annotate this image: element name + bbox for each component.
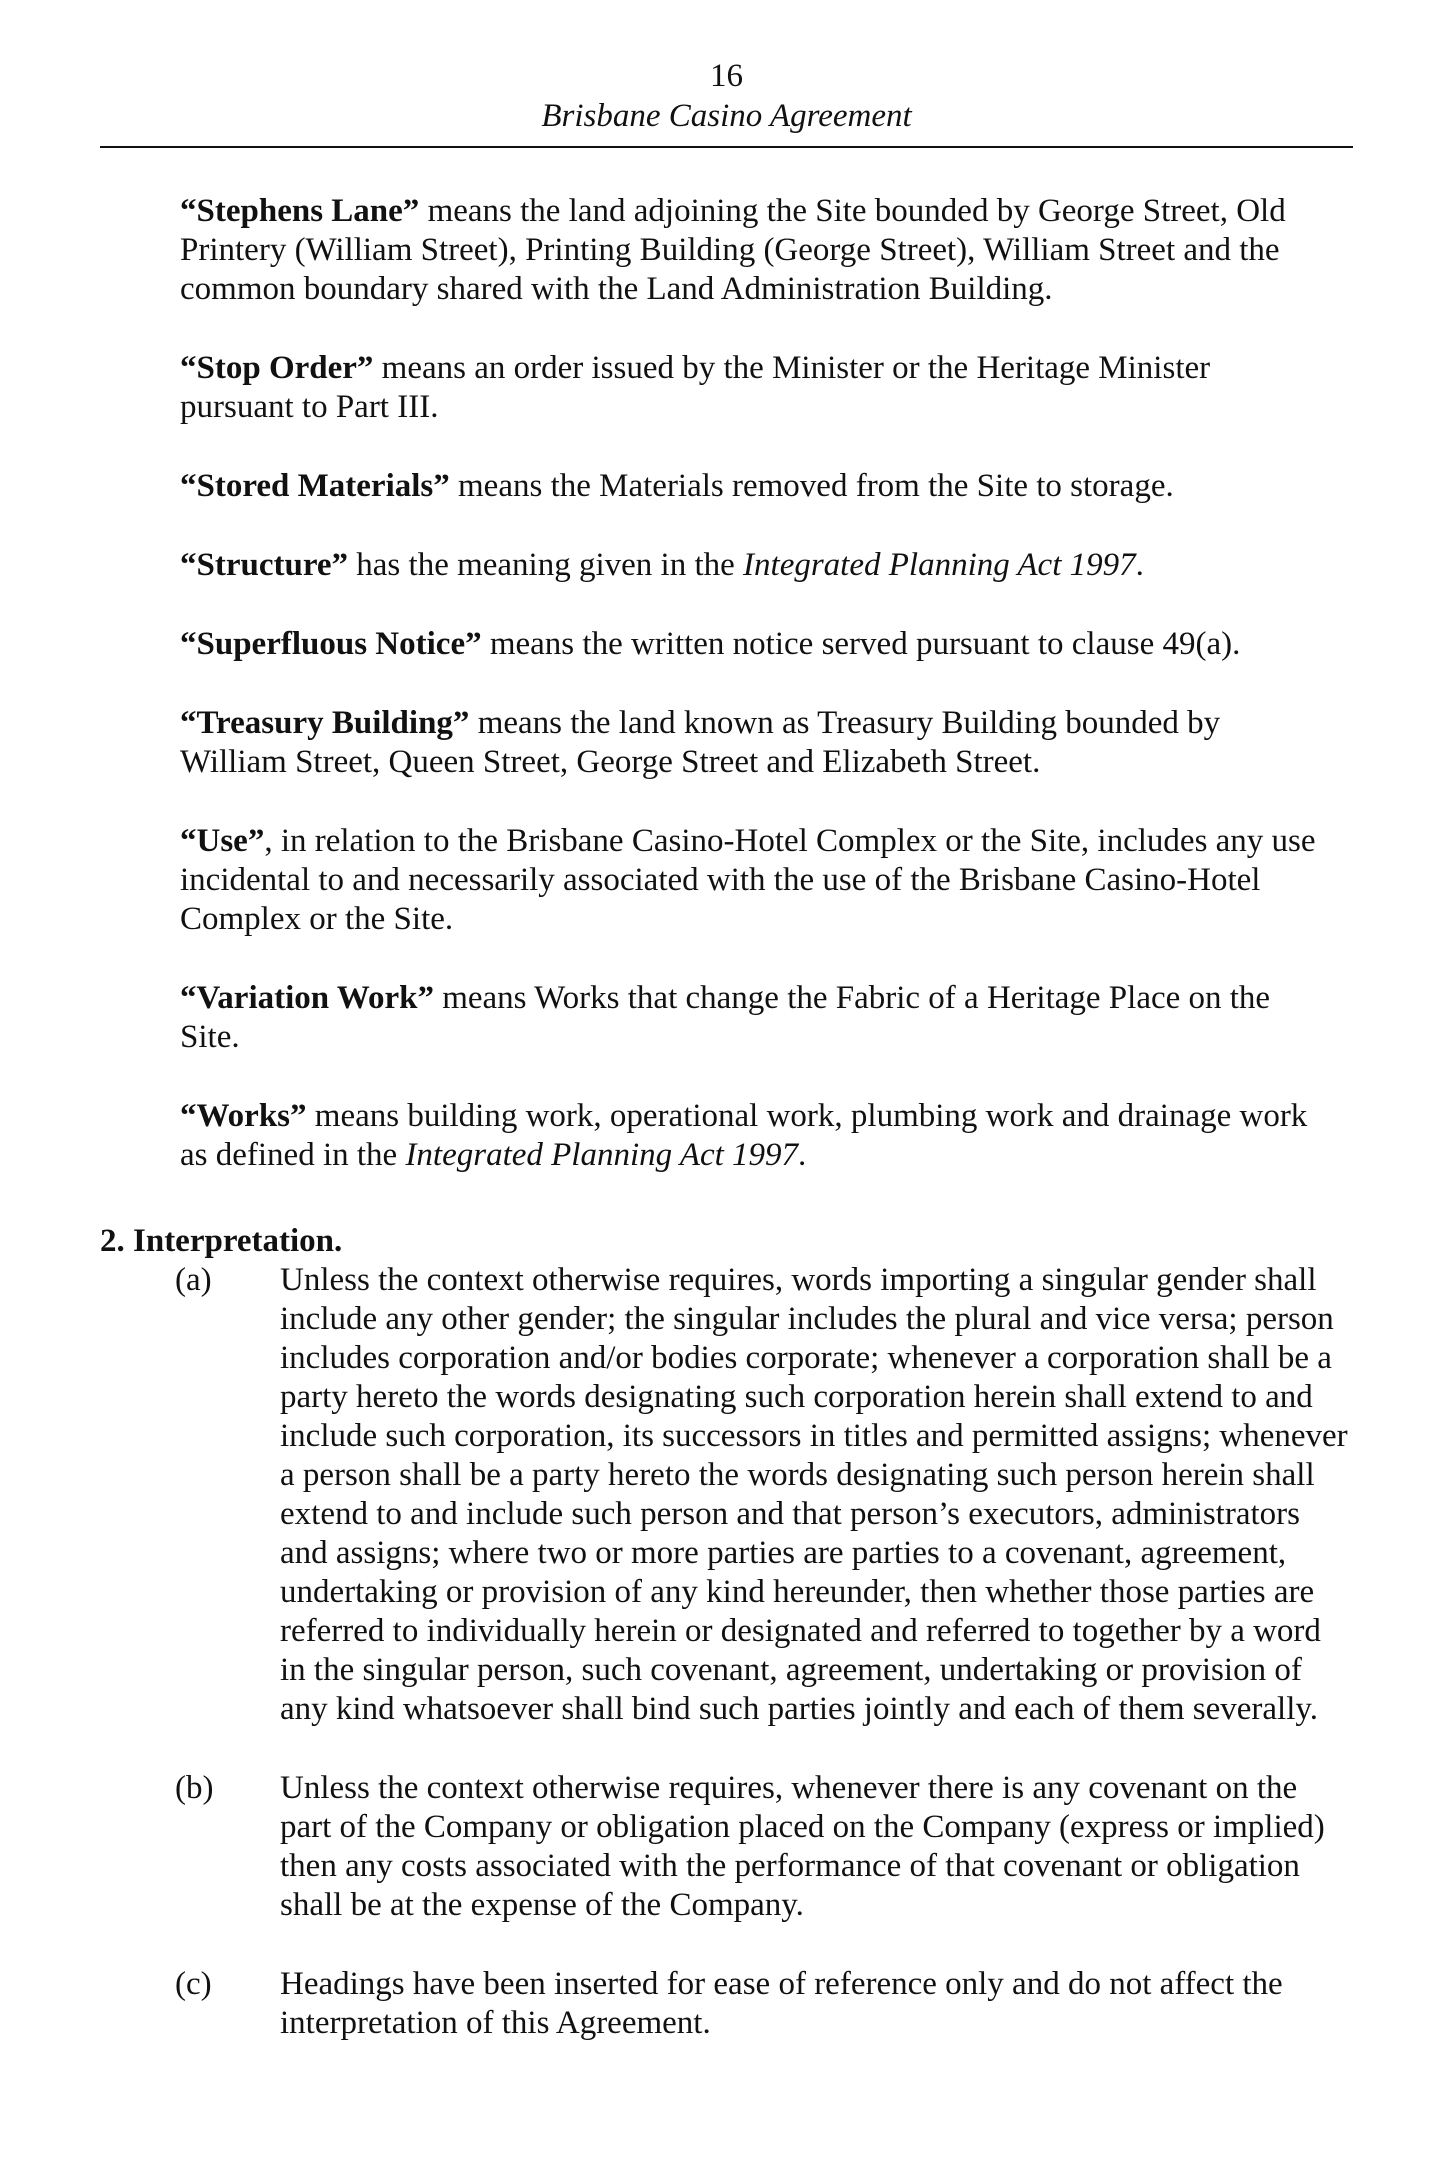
- clause-c: [100, 1965, 1350, 2043]
- clause-text: Unless the context otherwise requires, whenever there is any covenant on the part of the Company or obligation placed on the Company (express or implied) then any costs associated with the performance of that covenant or obligation shall be at the expense of the Company.: [280, 1770, 1325, 1923]
- definition-text: means building work, operational work, plumbing work and drainage work as defined in the: [180, 1098, 1308, 1173]
- definition-term: “Works”: [180, 1098, 307, 1134]
- definition-variation-work: [180, 979, 1330, 1057]
- running-title: Brisbane Casino Agreement: [541, 98, 912, 134]
- definition-text: means the land adjoining the Site bounded by George Street, Old Printery (William Street), Printing Building (George Street), William Street and the common boundary shared with the Land Administration Building.: [180, 193, 1286, 307]
- clause-label: (a): [175, 1262, 212, 1298]
- definitions-list: [180, 192, 1330, 1175]
- act-citation: Integrated Planning Act 1997: [743, 547, 1136, 583]
- definition-term: “Stephens Lane”: [180, 193, 420, 229]
- definition-term: “Stop Order”: [180, 350, 374, 386]
- definition-term: “Treasury Building”: [180, 705, 470, 741]
- definition-stored-materials: [180, 467, 1330, 506]
- interpretation-section: [100, 1222, 1350, 2043]
- clause-label: (b): [175, 1770, 214, 1806]
- definition-text: means the written notice served pursuant to clause 49(a).: [481, 626, 1241, 662]
- definition-text: means the land known as Treasury Building bounded by William Street, Queen Street, George Street and Elizabeth Street.: [180, 705, 1221, 780]
- definition-works: [180, 1097, 1330, 1175]
- definition-text: , in relation to the Brisbane Casino-Hotel Complex or the Site, includes any use incidental to and necessarily associated with the use of the Brisbane Casino-Hotel Complex or the Site.: [180, 823, 1316, 937]
- definition-text-end: .: [1135, 547, 1144, 583]
- definition-text: means Works that change the Fabric of a Heritage Place on the Site.: [180, 980, 1271, 1055]
- definition-term: “Variation Work”: [180, 980, 434, 1016]
- clause-label: (c): [175, 1966, 212, 2002]
- definition-treasury-building: [180, 704, 1330, 782]
- definition-superfluous-notice: [180, 625, 1330, 664]
- definition-term: “Structure”: [180, 547, 349, 583]
- definition-stop-order: [180, 349, 1330, 427]
- clause-text: Unless the context otherwise requires, words importing a singular gender shall include any other gender; the singular includes the plural and vice versa; person includes corporation and/or bodies corporate; whenever a corporation shall be a party hereto the words designating such corporation herein shall extend to and include such corporation, its successors in titles and permitted assigns; whenever a person shall be a party hereto the words designating such person herein shall extend to and include such person and that person’s executors, administrators and assigns; where two or more parties are parties to a covenant, agreement, undertaking or provision of any kind hereunder, then whether those parties are referred to individually herein or designated and referred to together by a word in the singular person, such covenant, agreement, undertaking or provision of any kind whatsoever shall bind such parties jointly and each of them severally.: [280, 1262, 1348, 1727]
- section-heading: 2. Interpretation.: [100, 1223, 343, 1259]
- definition-term: “Use”: [180, 823, 265, 859]
- definition-structure: [180, 546, 1330, 585]
- definition-text-end: .: [798, 1137, 807, 1173]
- page-header: [100, 56, 1353, 136]
- definition-text: means the Materials removed from the Site to storage.: [449, 468, 1174, 504]
- definition-text: has the meaning given in the: [348, 547, 744, 583]
- header-rule: [100, 146, 1353, 148]
- clause-b: [100, 1769, 1350, 1925]
- definition-term: “Superfluous Notice”: [180, 626, 482, 662]
- definition-text: means an order issued by the Minister or the Heritage Minister pursuant to Part III.: [180, 350, 1211, 425]
- page-number: 16: [710, 58, 743, 94]
- clause-a: [100, 1261, 1350, 1729]
- definition-term: “Stored Materials”: [180, 468, 450, 504]
- definition-stephens-lane: [180, 192, 1330, 309]
- clause-text: Headings have been inserted for ease of reference only and do not affect the interpretation of this Agreement.: [280, 1966, 1283, 2041]
- act-citation: Integrated Planning Act 1997: [405, 1137, 799, 1173]
- definition-use: [180, 822, 1330, 939]
